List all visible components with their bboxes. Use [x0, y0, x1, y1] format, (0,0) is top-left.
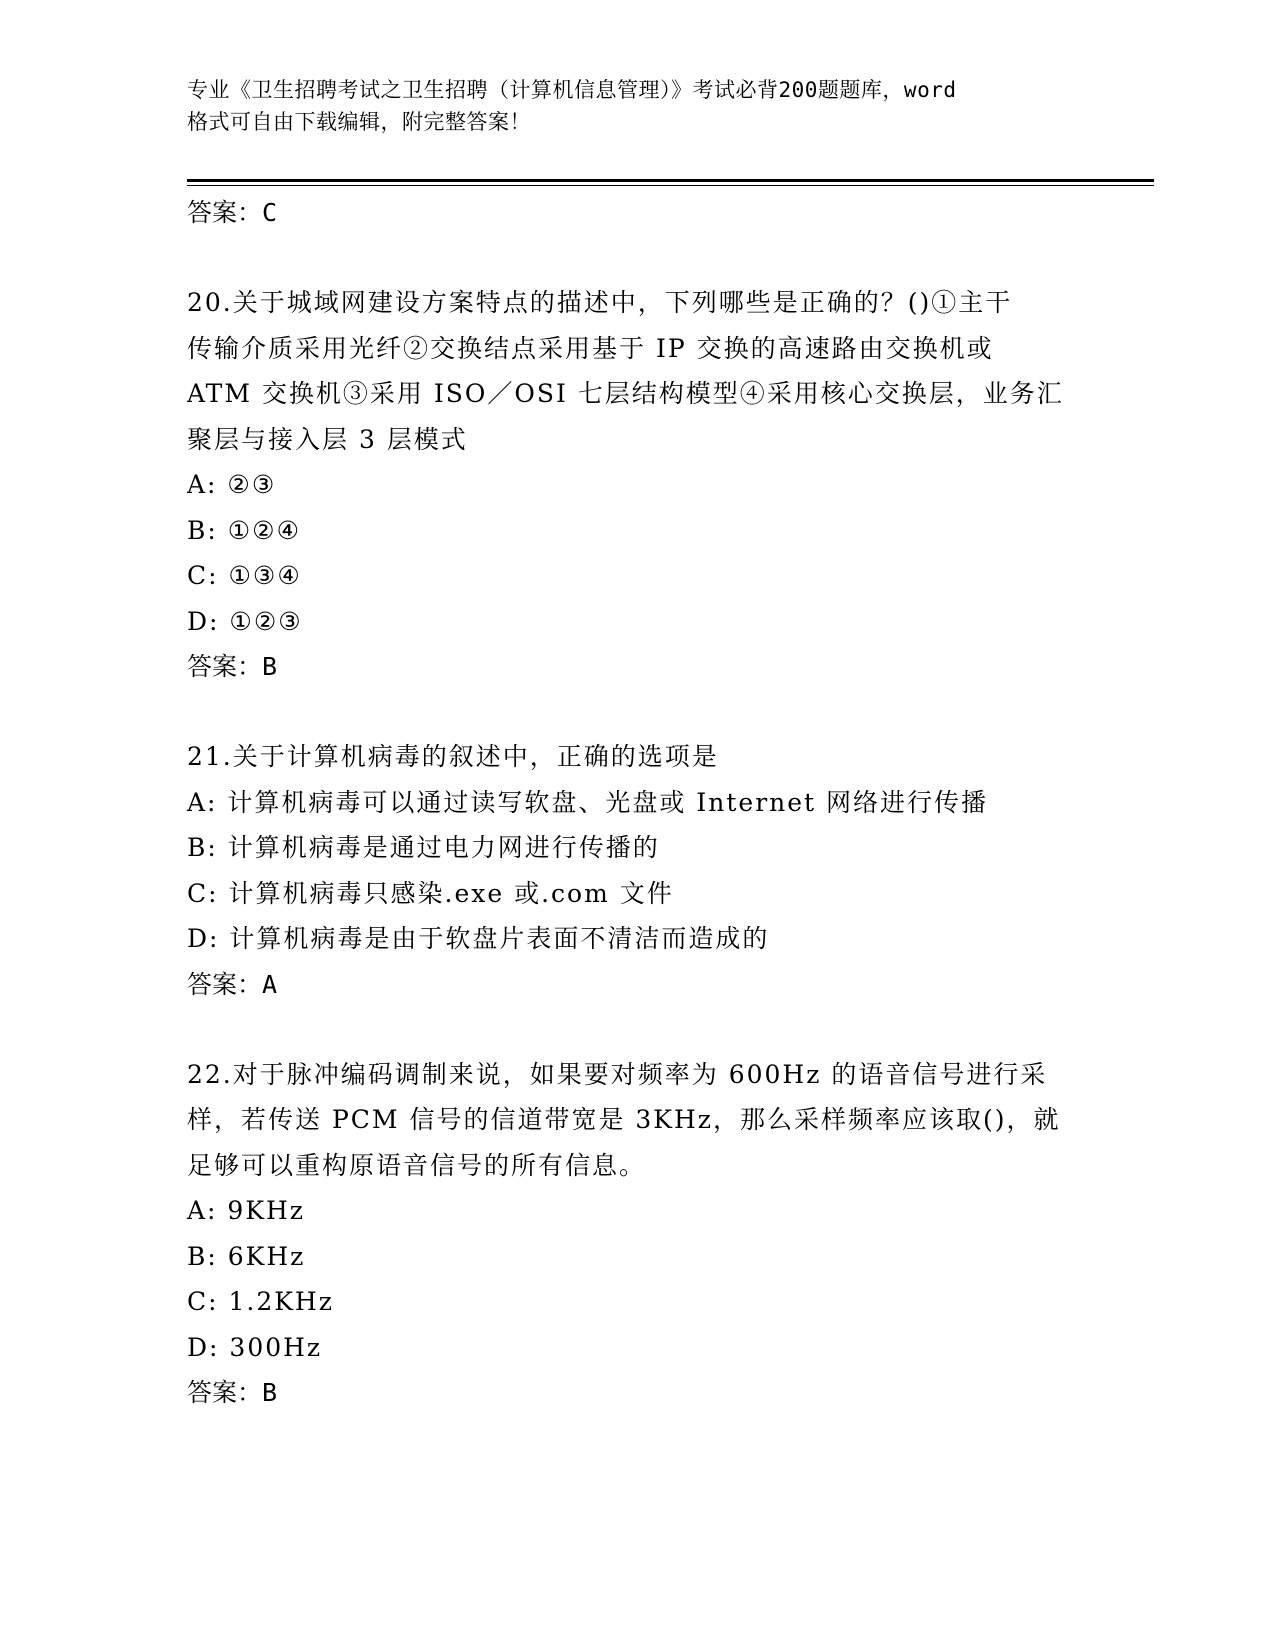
option-a: A: ②③ [187, 470, 277, 499]
question-block [187, 734, 1087, 1008]
option-c: C: ①③④ [187, 561, 302, 590]
answer-line: 答案：C [187, 198, 278, 227]
header-divider [187, 179, 1154, 182]
spacer [187, 1008, 1087, 1052]
option-b: B: ①②④ [187, 515, 301, 545]
question-stem [187, 734, 1087, 780]
question-list [187, 190, 1087, 1416]
header-line: 格式可自由下载编辑，附完整答案！ [187, 110, 531, 134]
option-a: A: 计算机病毒可以通过读写软盘、光盘或 Internet 网络进行传播 [187, 787, 989, 817]
question-text-line: 22.对于脉冲编码调制来说，如果要对频率为 600Hz 的语音信号进行采 [187, 1059, 1048, 1089]
question-text-line: 传输介质采用光纤②交换结点采用基于 IP 交换的高速路由交换机或 [187, 333, 994, 363]
question-stem [187, 1052, 1087, 1189]
spacer [187, 690, 1087, 734]
option-d: D: 计算机病毒是由于软盘片表面不清洁而造成的 [187, 924, 770, 953]
question-text-line: 足够可以重构原语音信号的所有信息。 [187, 1150, 647, 1180]
option-c: C: 计算机病毒只感染.exe 或.com 文件 [187, 878, 674, 908]
spacer [187, 236, 1087, 280]
header-divider-thin [187, 185, 1154, 186]
question-text-line: ATM 交换机③采用 ISO／OSI 七层结构模型④采用核心交换层，业务汇 [187, 379, 1064, 408]
answer-line: 答案：B [187, 652, 278, 681]
option-d: D: 300Hz [187, 1332, 323, 1362]
document-header [187, 74, 1087, 138]
question-text-line: 聚层与接入层 3 层模式 [187, 424, 468, 454]
question-stem [187, 280, 1087, 462]
question-block [187, 280, 1087, 690]
option-c: C: 1.2KHz [187, 1287, 334, 1316]
question-text-line: 样，若传送 PCM 信号的信道带宽是 3KHz，那么采样频率应该取()，就 [187, 1105, 1061, 1134]
answer-line: 答案：A [187, 969, 278, 999]
option-b: B: 计算机病毒是通过电力网进行传播的 [187, 833, 660, 862]
header-line: 专业《卫生招聘考试之卫生招聘（计算机信息管理）》考试必背200题题库，word [187, 78, 957, 102]
question-text-line: 21.关于计算机病毒的叙述中，正确的选项是 [187, 742, 719, 771]
question-text-line: 20.关于城域网建设方案特点的描述中，下列哪些是正确的？()①主干 [187, 288, 1013, 317]
option-a: A: 9KHz [187, 1196, 305, 1225]
option-b: B: 6KHz [187, 1241, 306, 1271]
option-d: D: ①②③ [187, 606, 303, 636]
answer-line: 答案：B [187, 1378, 278, 1407]
question-block [187, 1052, 1087, 1417]
